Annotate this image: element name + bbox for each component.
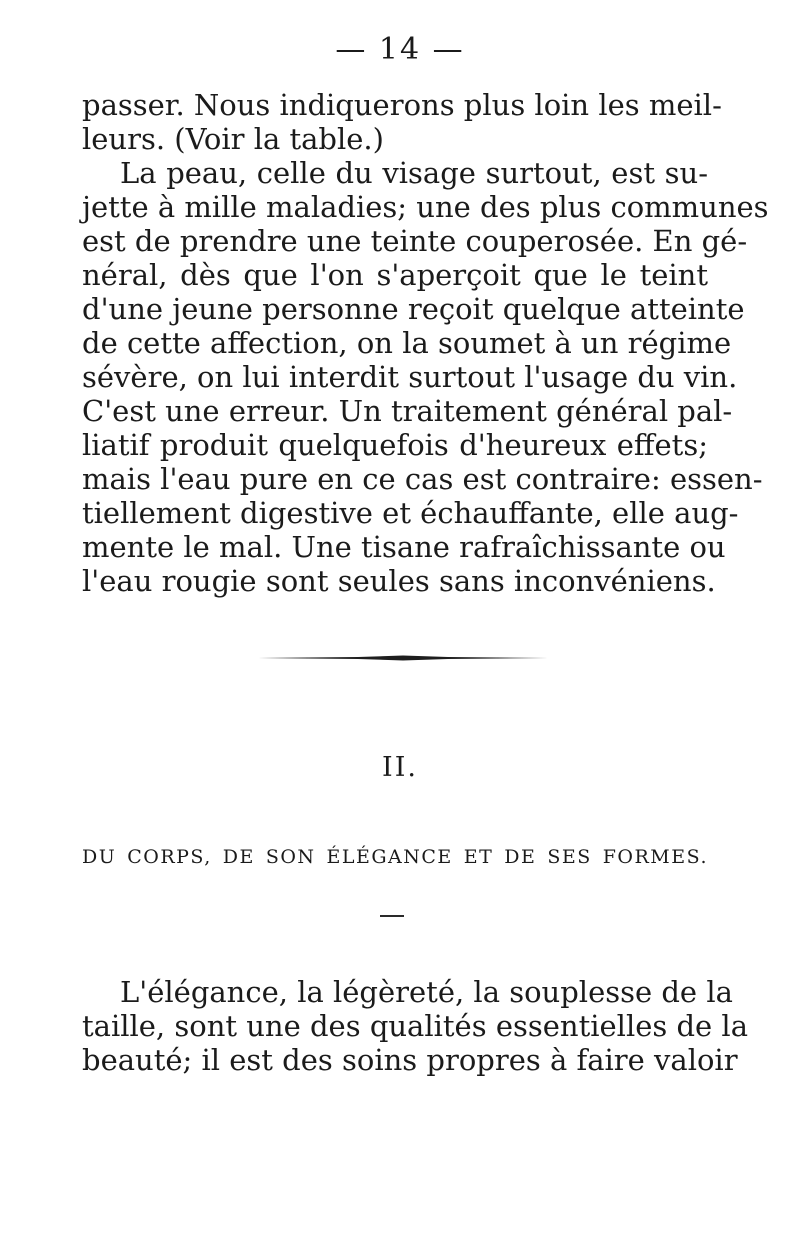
text-line: La peau, celle du visage surtout, est su- <box>120 156 708 190</box>
text-line: tiellement digestive et échauffante, elle aug- <box>82 496 739 530</box>
text-line: L'élégance, la légèreté, la souplesse de la <box>120 975 733 1009</box>
text-line: liatif produit quelquefois d'heureux effets; <box>82 428 708 462</box>
text-line: taille, sont une des qualités essentielles de la <box>82 1009 748 1043</box>
ornamental-rule <box>258 655 548 661</box>
text-line: mente le mal. Une tisane rafraîchissante ou <box>82 530 726 564</box>
text-line: de cette affection, on la soumet à un régime <box>82 326 732 360</box>
text-line: C'est une erreur. Un traitement général pal- <box>82 394 733 428</box>
paragraph-2 <box>82 975 748 1077</box>
short-rule <box>380 915 404 917</box>
text-line: passer. Nous indiquerons plus loin les meil- <box>82 88 722 122</box>
text-line: leurs. (Voir la table.) <box>82 122 384 156</box>
text-line: jette à mille maladies; une des plus communes <box>82 190 769 224</box>
section-number: II. <box>382 752 418 783</box>
text-line: beauté; il est des soins propres à faire valoir <box>82 1043 738 1077</box>
text-line: mais l'eau pure en ce cas est contraire: essen- <box>82 462 763 496</box>
page-number: — 14 — <box>335 32 465 67</box>
text-line: sévère, on lui interdit surtout l'usage du vin. <box>82 360 738 394</box>
text-line: néral, dès que l'on s'aperçoit que le teint <box>82 258 708 292</box>
section-title: DU CORPS, DE SON ÉLÉGANCE ET DE SES FORMES. <box>82 846 708 868</box>
text-line: est de prendre une teinte couperosée. En gé- <box>82 224 748 258</box>
paragraph-1 <box>82 88 769 598</box>
text-line: d'une jeune personne reçoit quelque atteinte <box>82 292 745 326</box>
text-line: l'eau rougie sont seules sans inconvéniens. <box>82 564 716 598</box>
